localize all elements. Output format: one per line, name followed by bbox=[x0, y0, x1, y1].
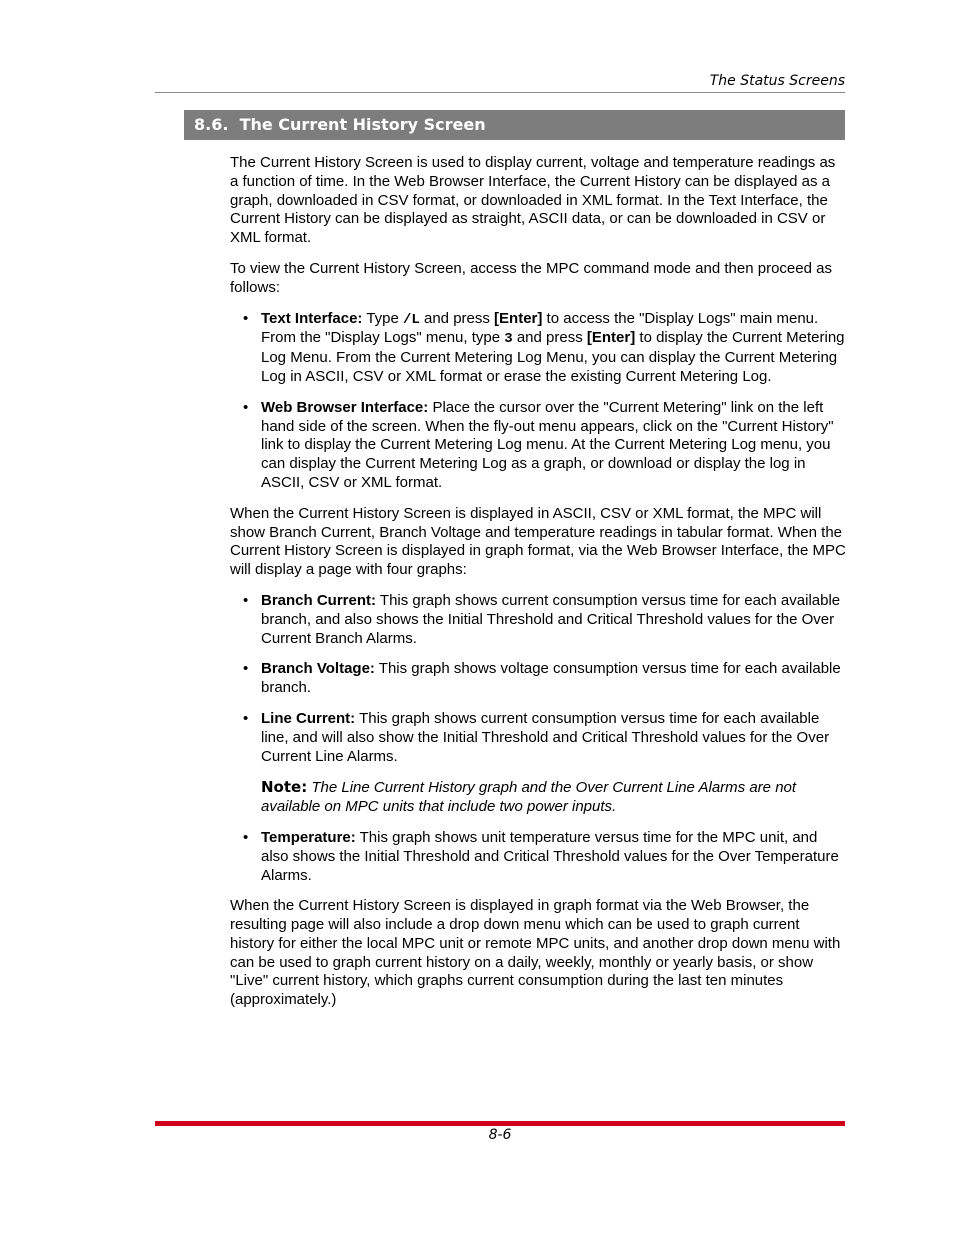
page-number: 8-6 bbox=[488, 1127, 512, 1143]
bullet-marker: • bbox=[243, 660, 249, 678]
dropdown-paragraph: When the Current History Screen is displayed in graph format via the Web Browser, the resulting page will also include a drop down menu which can be used to graph current history for either the local MPC unit or remote MPC units, and another drop down menu with can be used to graph current history on a daily, weekly, monthly or yearly basis, or show "Live" current history, which graphs current consumption during the last ten minutes (approximately.) bbox=[230, 897, 841, 1009]
list-item-line-current bbox=[230, 710, 846, 766]
bullet-text: and press bbox=[419, 309, 495, 327]
list-item-branch-current bbox=[230, 592, 846, 648]
footer-divider bbox=[155, 1121, 845, 1126]
section-heading bbox=[194, 115, 486, 134]
command-text: /L bbox=[403, 311, 420, 328]
bullet-text: to display the Current Metering Log Menu. From the Current Metering Log Menu, you can display the Current Metering Log in ASCII, CSV or XML format or erase the existing Current Metering Log. bbox=[261, 329, 845, 385]
bullet-text: This graph shows current consumption versus time for each available branch, and also shows the Initial Threshold and Critical Threshold values for the Over Current Branch Alarms. bbox=[261, 591, 841, 647]
bullet-label: Branch Current: bbox=[261, 591, 377, 609]
list-item-text-interface bbox=[230, 310, 846, 387]
bullet-label: Text Interface: bbox=[261, 309, 363, 327]
bullet-marker: • bbox=[243, 309, 249, 327]
bullet-text: and press bbox=[512, 329, 587, 347]
bullet-text: Place the cursor over the "Current Metering" link on the left hand side of the screen. When the fly-out menu appears, click on the "Current History" link to display the Current Metering Log menu. At the Current Metering Log menu, you can display the Current Metering Log as a graph, or download or display the log in ASCII, CSV or XML format. bbox=[261, 398, 834, 491]
list-item-web-interface bbox=[230, 399, 846, 493]
bullet-text: Type bbox=[362, 309, 404, 327]
bullet-marker: • bbox=[243, 591, 249, 609]
body-content bbox=[230, 154, 846, 1022]
list-item-branch-voltage bbox=[230, 660, 846, 698]
bullet-label: Temperature: bbox=[261, 828, 356, 846]
bullet-marker: • bbox=[243, 709, 249, 727]
instructions-paragraph: To view the Current History Screen, access the MPC command mode and then proceed as follows: bbox=[230, 259, 832, 296]
intro-paragraph: The Current History Screen is used to display current, voltage and temperature readings as a function of time. In the Web Browser Interface, the Current History can be displayed as a graph, downloaded in CSV format, or downloaded in XML format. In the Text Interface, the Current History can be displayed as straight, ASCII data, or can be downloaded in CSV or XML format. bbox=[230, 154, 836, 247]
bullet-marker: • bbox=[243, 828, 249, 846]
running-header: The Status Screens bbox=[709, 73, 845, 89]
bullet-marker: • bbox=[243, 398, 249, 416]
section-number: 8.6. bbox=[194, 115, 229, 134]
bullet-label: Web Browser Interface: bbox=[261, 398, 429, 416]
section-title: The Current History Screen bbox=[239, 115, 486, 134]
list-item-temperature bbox=[230, 829, 846, 885]
note-block bbox=[230, 778, 846, 817]
header-divider bbox=[155, 92, 845, 93]
bullet-text: This graph shows current consumption versus time for each available line, and will also show the Initial Threshold and Critical Threshold values for the Over Current Line Alarms. bbox=[261, 709, 830, 765]
bullet-text: to access the "Display Logs" main menu. From the "Display Logs" menu, type bbox=[261, 309, 819, 347]
key-label: [Enter] bbox=[494, 309, 543, 327]
bullet-text: This graph shows voltage consumption versus time for each available branch. bbox=[261, 660, 841, 697]
bullet-text: This graph shows unit temperature versus time for the MPC unit, and also shows the Initial Threshold and Critical Threshold values for the Over Temperature Alarms. bbox=[261, 828, 839, 884]
bullet-label: Branch Voltage: bbox=[261, 660, 375, 678]
command-text: 3 bbox=[504, 331, 513, 348]
section-heading-bar bbox=[184, 110, 845, 140]
graphs-paragraph: When the Current History Screen is displayed in ASCII, CSV or XML format, the MPC will show Branch Current, Branch Voltage and temperature readings in tabular format. When the Current History Screen is displayed in graph format, via the Web Browser Interface, the MPC will display a page with four graphs: bbox=[230, 504, 846, 579]
key-label: [Enter] bbox=[586, 329, 636, 347]
note-text: The Line Current History graph and the Over Current Line Alarms are not available on MPC units that include two power inputs. bbox=[261, 779, 797, 816]
note-label: Note: bbox=[261, 778, 308, 797]
bullet-label: Line Current: bbox=[261, 709, 356, 727]
